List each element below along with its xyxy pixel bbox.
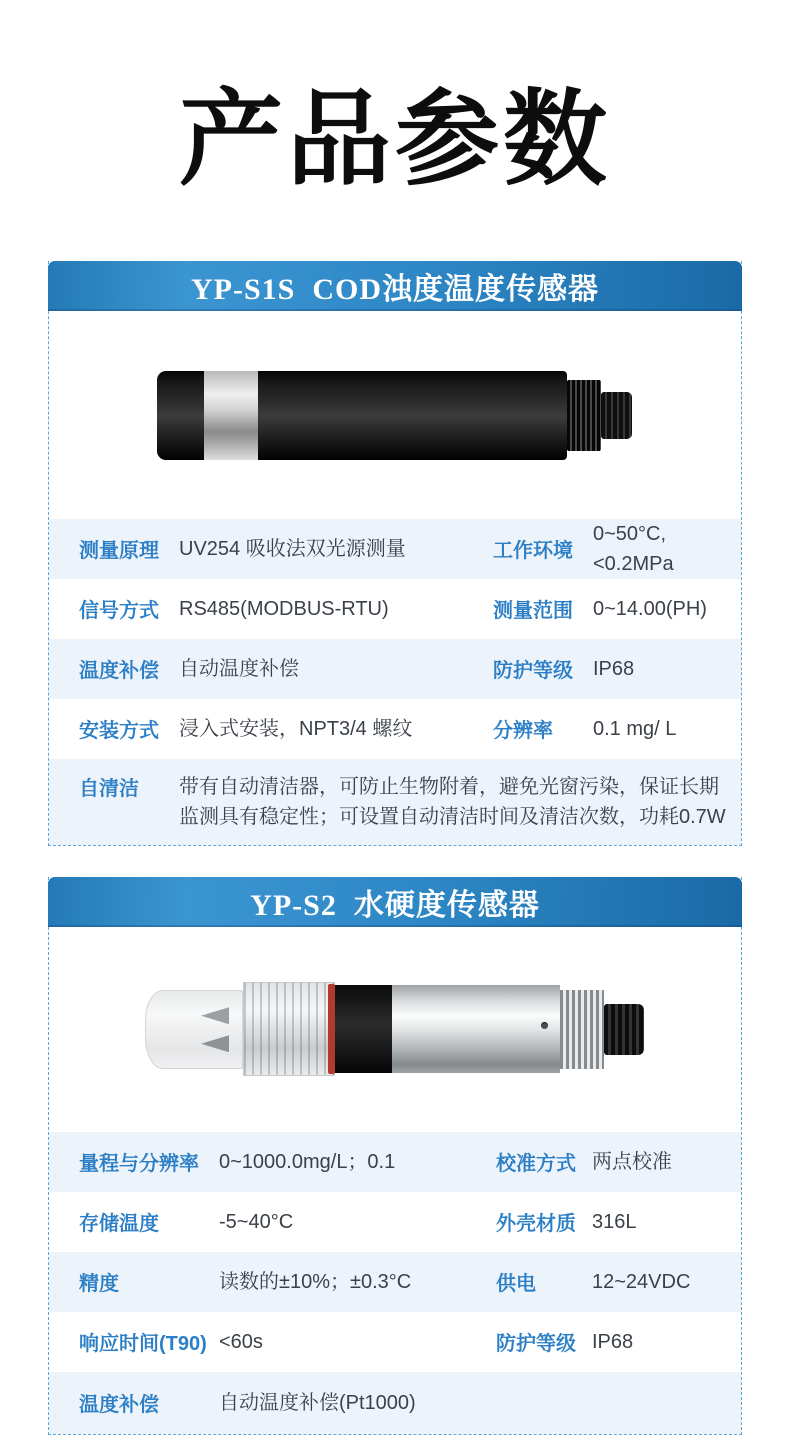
spec-value: 自动温度补偿(Pt1000): [219, 1391, 416, 1414]
sensor-black-band: [335, 985, 392, 1073]
spec-row: [49, 519, 741, 579]
spec-row: [49, 1192, 741, 1252]
product-image-hardness-sensor: [49, 927, 741, 1132]
spec-value: 带有自动清洁器，可防止生物附着，避免光窗污染，保证长期监测具有稳定性；可设置自动清洁时间及清洁次数，功耗0.7W: [179, 775, 726, 828]
spec-label: 分辨率: [493, 720, 553, 743]
spec-value: 读数的±10%；±0.3°C: [219, 1270, 412, 1293]
page-title: 产品参数: [178, 83, 611, 198]
spec-label: 防护等级: [496, 1333, 576, 1356]
spec-row: [49, 759, 741, 845]
spec-row: [49, 699, 741, 759]
sensor-steel-band: [204, 371, 258, 460]
spec-row: [49, 1132, 741, 1192]
product-image-cod-sensor: [49, 311, 741, 519]
spec-label: 测量原理: [79, 540, 159, 563]
sensor-steel-body: [392, 985, 560, 1073]
spec-value: 0~1000.0mg/L；0.1: [219, 1150, 396, 1173]
spec-value: 316L: [592, 1210, 637, 1233]
spec-row: [49, 579, 741, 639]
spec-label: 供电: [496, 1273, 536, 1296]
spec-value: <60s: [219, 1330, 263, 1353]
spec-label: 校准方式: [496, 1153, 576, 1176]
spec-label: 安装方式: [79, 720, 159, 743]
spec-label: 自清洁: [79, 777, 139, 800]
spec-row: [49, 1252, 741, 1312]
spec-row: [49, 1312, 741, 1372]
card-title-yp-s2: YP-S2 水硬度传感器: [250, 888, 540, 922]
spec-label: 防护等级: [493, 660, 573, 683]
spec-value: 自动温度补偿: [179, 657, 299, 680]
spec-value: IP68: [592, 1330, 634, 1353]
spec-label: 信号方式: [79, 600, 159, 623]
spec-row: [49, 639, 741, 699]
sensor-clear-collar: [243, 982, 335, 1076]
spec-value: 两点校准: [592, 1150, 672, 1173]
cod-sensor-illustration: [157, 367, 633, 463]
sensor-card-yp-s1s: [48, 261, 742, 846]
spec-value: 0.1 mg/ L: [593, 717, 677, 740]
sensor-clear-cap: [145, 990, 243, 1069]
spec-label: 量程与分辨率: [79, 1153, 199, 1176]
sensor-red-oring: [328, 984, 335, 1074]
spec-label: 外壳材质: [496, 1213, 576, 1236]
sensor-connector-tip: [601, 392, 632, 439]
spec-table-yp-s1s: [49, 519, 741, 845]
spec-table-yp-s2: [49, 1132, 741, 1434]
spec-value: 0~14.00(PH): [593, 597, 707, 620]
card-header-yp-s1s: [48, 261, 742, 311]
spec-label: 精度: [79, 1273, 119, 1296]
sensor-thread-section: [560, 990, 604, 1069]
spec-value: RS485(MODBUS-RTU): [179, 597, 389, 620]
spec-label: 测量范围: [493, 600, 573, 623]
spec-value: IP68: [593, 657, 635, 680]
spec-value: UV254 吸收法双光源测量: [179, 537, 406, 560]
spec-value: 浸入式安装，NPT3/4 螺纹: [179, 717, 413, 740]
spec-row: [49, 1372, 741, 1434]
sensor-connector-tip: [604, 1004, 644, 1055]
sensor-thread-section: [567, 380, 601, 451]
spec-label: 温度补偿: [79, 1394, 159, 1417]
spec-label: 存储温度: [79, 1213, 159, 1236]
hardness-sensor-illustration: [145, 981, 645, 1077]
spec-value: 12~24VDC: [592, 1270, 691, 1293]
spec-value: 0~50°C,<0.2MPa: [593, 522, 674, 575]
card-header-yp-s2: [48, 877, 742, 927]
spec-label: 响应时间(T90): [79, 1333, 207, 1356]
spec-value: -5~40°C: [219, 1210, 294, 1233]
spec-label: 温度补偿: [79, 660, 159, 683]
sensor-card-yp-s2: [48, 877, 742, 1435]
card-title-yp-s1s: YP-S1S COD浊度温度传感器: [190, 272, 599, 306]
spec-label: 工作环境: [493, 540, 573, 563]
